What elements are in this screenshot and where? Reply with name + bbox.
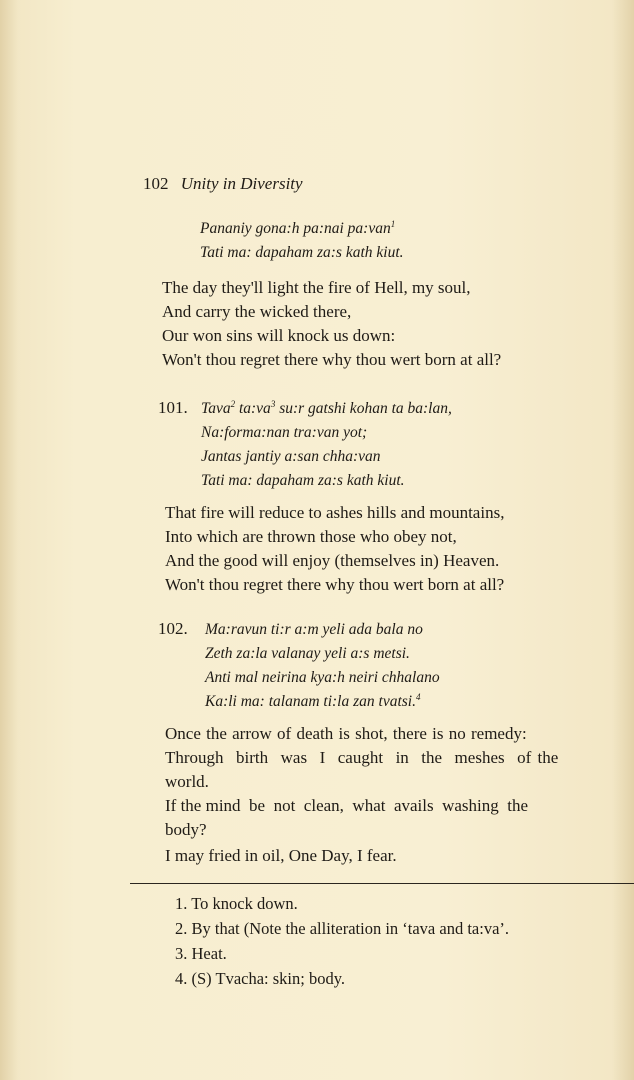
verse-line: Anti mal neirina kya:h neiri chhalano	[205, 669, 440, 686]
translation-line: Won't thou regret there why thou wert born at all?	[162, 350, 502, 369]
footnote-ref: 1	[390, 218, 396, 229]
page-shadow-left	[0, 0, 18, 1080]
verse-line: Na:forma:nan tra:van yot;	[201, 424, 368, 441]
verse-line: Tati ma: dapaham za:s kath kiut.	[201, 472, 405, 489]
verse-line: Ma:ravun ti:r a:m yeli ada bala no	[205, 621, 423, 638]
translation-line: The day they'll light the fire of Hell, my soul,	[162, 278, 471, 297]
stanza-number: 102.	[158, 619, 188, 638]
translation-line: I may fried in oil, One Day, I fear.	[165, 846, 397, 865]
translation-line: Won't thou regret there why thou wert born at all?	[165, 575, 505, 594]
stanza-number: 101.	[158, 398, 188, 417]
translation-line: And carry the wicked there,	[162, 302, 352, 321]
running-header	[143, 174, 303, 194]
translation-line: Once the arrow of death is shot, there is no remedy:	[165, 724, 527, 743]
translation-line: That fire will reduce to ashes hills and mountains,	[165, 503, 505, 522]
verse-line: Pananiy gona:h pa:nai pa:van$^1$	[200, 218, 396, 237]
verse-line: Jantas jantiy a:san chha:van	[201, 448, 381, 465]
page-number: 102	[143, 174, 169, 193]
verse-line: Zeth za:la valanay yeli a:s metsi.	[205, 645, 410, 662]
verse-line: Tati ma: dapaham za:s kath kiut.	[200, 244, 404, 261]
footnote-ref: 4	[415, 691, 421, 702]
footnote: 4. (S) Tvacha: skin; body.	[175, 969, 346, 988]
translation-line: Into which are thrown those who obey not,	[165, 527, 457, 546]
translation-line: Through birth was I caught in the meshes of the	[165, 748, 559, 767]
running-title: Unity in Diversity	[180, 174, 303, 193]
footnote: 3. Heat.	[175, 944, 227, 963]
translation-line: If the mind be not clean, what avails washing the	[165, 796, 529, 815]
page-shadow-right	[612, 0, 634, 1080]
verse-line: Ka:li ma: talanam ti:la zan tvatsi.$^4$	[205, 691, 421, 710]
translation-line: world.	[165, 772, 209, 791]
footnote: 1. To knock down.	[175, 894, 298, 913]
translation-line: Our won sins will knock us down:	[162, 326, 396, 345]
translation-line: And the good will enjoy (themselves in) Heaven.	[165, 551, 500, 570]
verse-line: Tava$^2$ $ta:va^3$ su:r gatshi kohan ta ba:lan,	[201, 398, 452, 417]
footnote: 2. By that (Note the alliteration in ‘tava and ta:va’.	[175, 919, 510, 938]
translation-line: body?	[165, 820, 207, 839]
footnote-rule	[140, 883, 634, 884]
